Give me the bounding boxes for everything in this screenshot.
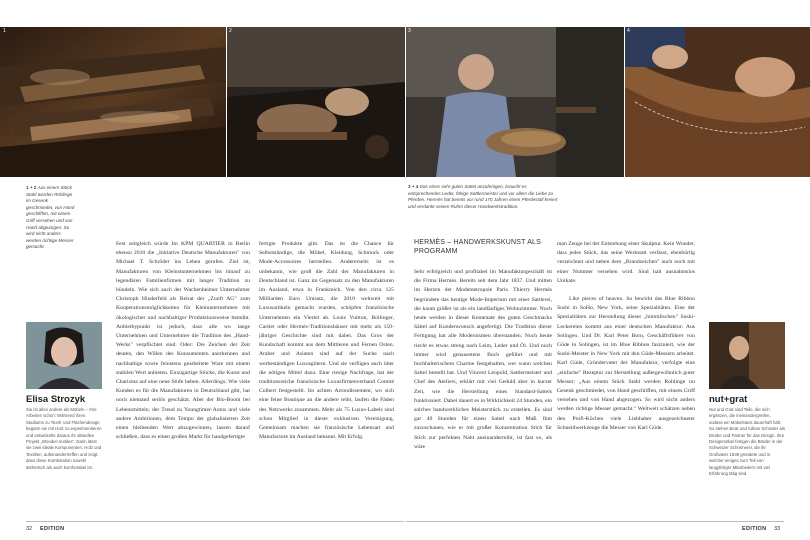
caption-right-number: 3 + 4 — [408, 184, 419, 189]
photo-saddler-portrait — [406, 27, 624, 177]
article-right-col2 — [557, 240, 695, 508]
article-left-col2-text: fertigte Produkte gibt. Das ist die Chance für Selbstständige, die Möbel, Kleidung, Schmuck oder Mode-Accessoires herstellen. Andererseits ist es unbekannt, wie groß die Zahl der Manufakturen in Deutschland ist. Ganz im Gegensatz zu den Manufakturen im Ausland, etwa in Frankreich. Von den circa 125 Milliarden Euro Umsatz, die 2010 weltweit mit Luxusartikeln gemacht wurden, schöpfen französische Unternehmen ein Viertel ab. Louis Vuitton, Bollinger, Cartier oder Hermès-Traditionsbäuser mit mehr als 150-jähriger Geschichte sind mit dabei. Das Gros der Kundschaft kommt aus dem Mittleren und Fernen Osten. Araber und Asiaten sind auf der Suche nach werbeständigen Luxusgütern. Und sie verfügen auch über die nötigen Mittel dazu. Eine riesige Nachfrage, hat der traditionsreiche französische Luxusfirmenverband Comité Colbert festgestellt. Im achten Arrondissement, wo sich eine feine Boutique an die andere reiht, laufen die Fäden des Netzwerks zusammen. Mehr als 75 Luxus-Labels sind schon Mitglied in dieser exklusiven Vereinigung. Gemeinsam machen sie französische Lebensart und Manufacture im Ausland bekannt. Mit Erfolg. — [259, 241, 394, 441]
sidebar-left-name: Elisa Strozyk — [26, 394, 86, 405]
article-left-col1-text: Fest zeitgleich würde Im KPM QUARTIER in Berlin ebenso 2010 die „Initiative Deutsche Manufakturen" von Michael T. Schröder ins Leben gerufen. Ziel ist, Manufakturen von Kleinstunternehmen bis hinauf zu legendären Familienfirmen mit langer Tradition zu bündeln. Wie sich auch der Wachenheimer Unternehmer Christoph Hinderfeld als Beirat der „Zunft AG" zum Kooperationsmöglichkeiten für Kleinunternehmen mit ökologischer und nachhaltiger Produktionsweise bemüht. Anbietbypunkt ist jedoch, dass alle wo lange Unternehmen und Unternehmer die Tradition des „Hand-Werks" verpflichtet sind. Oder: Die Zeichen der Zeit deuten, den Willen des Konsumenten anerkennen und nachhaltige sowie feinstens gearbeitete Ware mit einem stabilen Wert anbieten. Einzigartige Stücke, die Kunst und Charisma auf eine neue Stufe heben. Allerdings: Wie viele Kunden es für die Manufakturen in Deutschland gibt, hat noch niemand seriös geschätzt. Aber der Bio-Boom bei Lebensmitteln, der Trend zu Youngtimer-Autos und viele andere Ambitionen, dem Tempo der globalisierten Zeit einen bleibenden Wert abzugewinnen, lassen darauf schließen, dass es einen großen Markt für handgefertigte — [116, 241, 250, 441]
page-number-right: 33 — [774, 526, 781, 532]
photo-craftsman-hands — [227, 27, 405, 177]
caption-left — [26, 185, 76, 251]
article-right-heading: HERMÈS – HANDWERKSKUNST ALS PROGRAMM — [414, 239, 542, 255]
magazine-name-left: EDITION — [40, 526, 65, 532]
photo-knife-blanks — [0, 27, 226, 177]
article-left-col2 — [259, 240, 394, 508]
caption-left-number: 1 + 2 — [26, 185, 37, 190]
article-left-col1 — [116, 240, 250, 508]
sidebar-right-name: nut+grat — [709, 394, 748, 405]
caption-right — [408, 184, 558, 210]
photo-number-2: 2 — [229, 28, 232, 34]
article-right-col2b-text: Like pieces of heaven. So bewirbt das Blue Ribbon Sushi in SoHo, New York, seine Spezialitäten. Eine der Spezialitäten zur Herstellung dieser „himmlischen" Sushi-Leckereien kommt aus einer deutschen Manufaktur: Aus Solingen. Und Dr. Karl Peter Born, Geschäftsführer von Güde in Solingen, ist im Blue Ribbon fasziniert, wie der Sushi-Meister in New York mit den Güde-Messern arbeitet. Karl Güde, Gründervater der Manufaktur, verfolgte eine „einfache" Rezeptur zur Herstellung außergewöhnlich guter Messer: „Aus einem Stück Stahl werden Rohlinge im Gesenk geschmiedet, von Hand geschliffen, mit einem Griff versehen und von Hand abgezogen. So wird nicht anders werden richtige Messer gemacht." Weltweit schätzen neben den Profi-Köchen viele Liebhaber ausgezeichneter Schneidwerkzeuge die Messer von Karl Güde. — [557, 296, 695, 431]
photo-leather-stitching — [625, 27, 810, 177]
photo-number-4: 4 — [627, 28, 630, 34]
article-right-col1-text: Sehr erfolgreich und profitabel im Manufakturgeschäft ist die Firma Hermès. Bereits seit dem Jahr 1837. Und mitten im Herzen der Modemetropole Paris. Thierry Hermès begründete das heutige Mode-Imperium mit einer Sattlerei, die kaum größer ist als ein landläufiges Wohnzimmer. Noch heute werden in dieser Kemenate des guten Geschmacks Sättel auf Kundenwunsch angefertigt. Die Tradition dieser Fertigung hat alle Modernismen überstanden. Noch heute riecht es etwas streng nach Leim, Leder und Öl. Und noch immer wird genauestens Buch geführt und mit buchhalterischem Charme festgehalten, wer wann welchen Sattel bestellt hat. Und Vincent Léopold, Sattlermeister und Chef des Ateliers, erklärt mit viel Geduld aber in kurzer Zeit, wie die Herstellung eines Standard-Sattels funktioniert. Dabei dauert es in Wirklichkeit 24 Stunden, ein solches handwerkliches Meisterstück zu erstellen. Es sind gar 40 Stunden für einen Sattel nach Maß. Ihm zuzuschauen, wie er mit großer Konzentration Stich für Stich zur perfekten Naht aneinanderreiht, ist fast so, als wäre — [414, 269, 552, 450]
photo-number-1: 1 — [3, 28, 6, 34]
footer-rule-right — [406, 521, 784, 522]
portrait-elisa-strozyk — [26, 322, 102, 389]
caption-right-text: Das eines sehr guten Sattel anzufertigen, braucht es entsprechendes Leder, fähige Sattlermeister und vor allem die Liebe zu Pferden. Hermès hat bereits vor rund 170 Jahren einen Pferdestall kreiert und verdankt seinen Ruhm dieser Handwerkstradition. — [408, 184, 558, 209]
page-number-left: 32 — [26, 526, 33, 532]
magazine-name-right: EDITION — [742, 526, 767, 532]
caption-left-text: Aus einem Stück Stahl werden Rohlinge im Gesenk geschmiedet, von Hand geschliffen, mit einem Griff versehen und von Hand abgezogen. So wird nicht anders werden richtige Messer gemacht. — [26, 185, 75, 250]
article-right-col2a-text: man Zeuge bei der Entstehung einer Skulptur. Kein Wunder, dass jedes Stück, das seine Werkstatt verlässt, ebenbürtig verzeichnet und neben dem „Brandzeichen" auch noch mit einer Nummer versehen wird. Sind halt ausnahmslos Unikate. — [557, 241, 695, 284]
sidebar-right-bio: Nut und Grat sind Teile, die sich ergänzen, die ineinandergreifen, sodass ein Möbelstück dauerhaft hält. So stehen Beat und Adrian Schnider als Brüder und Partner für das Design. Ihre Designmöbel fertigen die Brüder in der Schweizer Schreinerei, die ihr Großvater 1939 gründete und in welcher einiges zum Teil von langjähriger Mitarbeitern mit viel Erfahrung tätig sind. — [709, 407, 785, 477]
photo-number-3: 3 — [408, 28, 411, 34]
article-right-col1 — [414, 268, 552, 508]
footer-rule-left — [26, 521, 404, 522]
sidebar-left-bio: Sie ist allen andere als Möbeln – Ihre Arbeiten schon: Während ihres Studiums zu Textil- und Flächendesign begann sie mit Holz zu experimentieren und entwickelte daraus ihr aktuelles Projekt „Wooden textiles". Darin lässt sie zwei ideale Komponenten, Holz und Textilien, aufeinandertreffen und zeigt, dass diese Kombination sowohl ästhetisch als auch komfortabel ist. — [26, 407, 102, 470]
portrait-nut-grat — [709, 322, 785, 389]
